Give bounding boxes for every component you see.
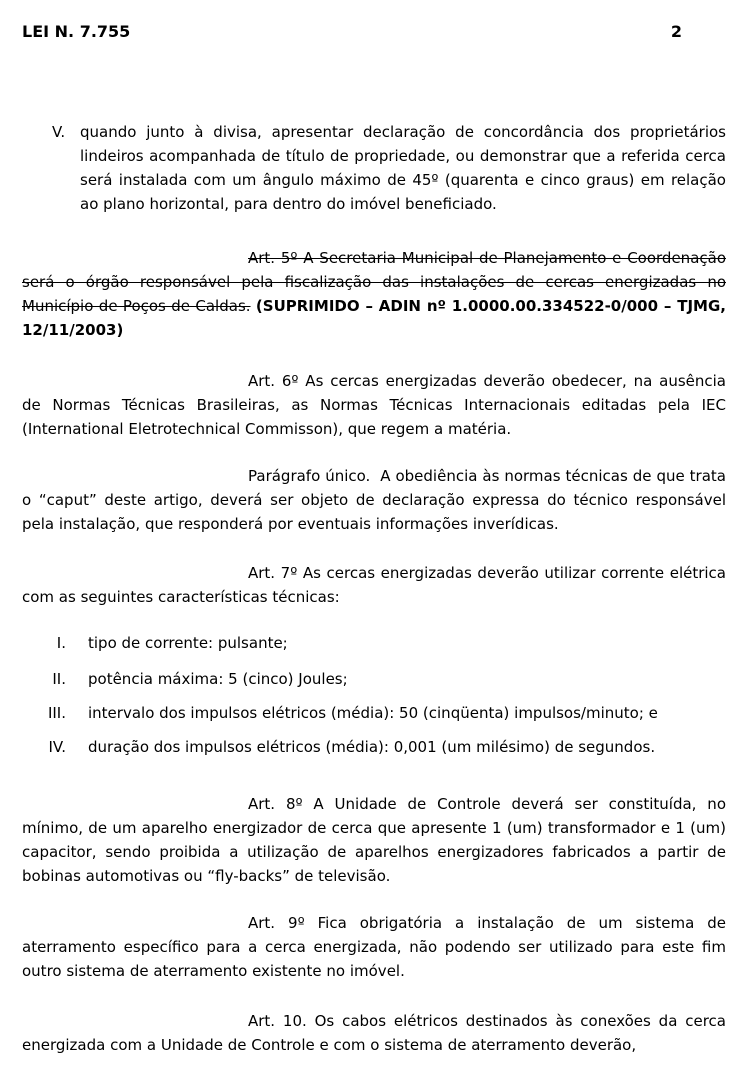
article-7-text: Art. 7º As cercas energizadas deverão utilizar corrente elétrica com as seguintes características técnicas:: [22, 564, 726, 606]
article-10: [22, 1009, 726, 1057]
page-number: 2: [670, 22, 682, 41]
law-title: LEI N. 7.755: [22, 22, 131, 41]
article-9-text: Art. 9º Fica obrigatória a instalação de um sistema de aterramento específico para a cerca energizada, não podendo ser utilizado para este fim outro sistema de aterramento existente no imóvel.: [22, 914, 726, 980]
article-7: [22, 561, 726, 609]
article-8-text: Art. 8º A Unidade de Controle deverá ser constituída, no mínimo, de um aparelho energizador de cerca que apresente 1 (um) transformador e 1 (um) capacitor, sendo proibida a utilização de aparelhos energizadores fabricados a partir de bobinas automotivas ou “fly-backs” de televisão.: [22, 795, 726, 885]
item-v-number: V.: [52, 123, 66, 141]
article-5: [22, 246, 726, 342]
article-6-paragraph: [22, 464, 726, 536]
article-8: [22, 792, 726, 888]
item-v-text: quando junto à divisa, apresentar declaração de concordância dos proprietários lindeiros acompanhada de título de propriedade, ou demonstrar que a referida cerca será instalada com um ângulo máximo de 45º (quarenta e cinco graus) em relação ao plano horizontal, para dentro do imóvel beneficiado.: [80, 123, 726, 213]
article-6: [22, 369, 726, 441]
article-5-struck-text: Art. 5º A Secretaria Municipal de Planejamento e Coordenação será o órgão responsável pela fiscalização das instalações de cercas energizadas no Município de Poços de Caldas.: [22, 249, 726, 315]
article-9: [22, 911, 726, 983]
article-10-text: Art. 10. Os cabos elétricos destinados às conexões da cerca energizada com a Unidade de Controle e com o sistema de aterramento deverão,: [22, 1012, 726, 1054]
list-item: duração dos impulsos elétricos (média): 0,001 (um milésimo) de segundos.: [88, 738, 656, 756]
list-item: tipo de corrente: pulsante;: [88, 634, 288, 652]
article-6-text: Art. 6º As cercas energizadas deverão obedecer, na ausência de Normas Técnicas Brasileiras, as Normas Técnicas Internacionais editadas pela IEC (International Eletrotechnical Commisson), que regem a matéria.: [22, 372, 726, 438]
list-item: potência máxima: 5 (cinco) Joules;: [88, 670, 348, 688]
paragraph-text: A obediência às normas técnicas de que trata o “caput” deste artigo, deverá ser objeto de declaração expressa do técnico responsável pela instalação, que responderá por eventuais informações inverídicas.: [22, 467, 726, 533]
article-5-suppressed-note: (SUPRIMIDO – ADIN nº 1.0000.00.334522-0/000 – TJMG, 12/11/2003): [22, 297, 726, 339]
page-header: [22, 22, 682, 41]
paragraph-lead: Parágrafo único.: [248, 467, 371, 485]
list-item: intervalo dos impulsos elétricos (média): 50 (cinqüenta) impulsos/minuto; e: [88, 704, 658, 722]
